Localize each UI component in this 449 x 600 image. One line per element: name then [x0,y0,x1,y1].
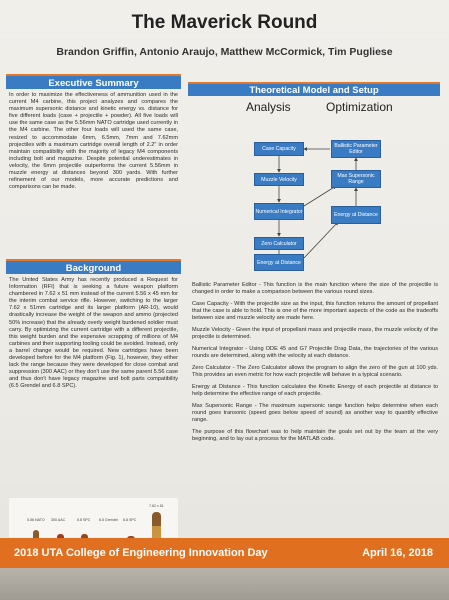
cartridge-label-5: 7.62 x 51 [149,504,164,508]
theory-heading: Theoretical Model and Setup [188,82,440,96]
executive-summary-text: In order to maximize the effectiveness of ammunition used in the current M4 carbine, this project analyzes and compares the maximum supersonic distance and kinetic energy vs. distance for five different loads (case + projectile + powder). All five loads will use the same case as the 5.56mm NATO cartridge used currently in the M4 carbine. The other four loads will used the same case, resized to accommodate 6mm, 6.5mm, 7mm and 7.62mm projectiles with a maximum cartridge overall length of 2.2" in order maintain compatibility with the majority of legacy M4 components including bolt and magazine. Despite potential underestimates in velocity, the 6mm projectile outperforms the current 5.56mm in muzzle energy at distances beyond 300 yards. With further refinement of our models, more accurate predictions and comparisons can be made. [9,92,178,191]
poster-authors: Brandon Griffin, Antonio Araujo, Matthew McCormick, Tim Pugliese [56,46,393,58]
flow-box-case-capacity: Case Capacity [254,142,304,156]
desc-max-supersonic-range: Max Supersonic Range - The maximum supersonic range function helps determine when each round goes transonic (speed goes below speed of sound) as another way to quantify effective range. [192,403,438,423]
flow-box-ballistic-parameter-editor: Ballistic Parameter Editor [331,140,381,158]
desc-zero-calculator: Zero Calculator - The Zero Calculator allows the program to align the zero of the gun at 100 yds. This provides an even metric for how each projectile will behave in a typical scenario. [192,365,438,378]
desc-numerical-integrator: Numerical Integrator - Using ODE 45 and G7 Projectile Drag Data, the trajectories of the various rounds are determined, along with the velocity at each distance. [192,346,438,359]
desc-flowchart-purpose: The purpose of this flowchart was to help maintain the goals set out by the team at the very beginning, and to lay out a process for the MATLAB code. [192,429,438,442]
flow-box-muzzle-velocity: Muzzle Velocity [254,173,304,186]
background-text: The United States Army has recently produced a Request for Information (RFI) that is seeking a future weapon platform chambered in 7.62 x 51 mm instead of the current 5.56 x 45 mm for the interim combat service rifle. However, switching to the larger 7.62 x 51mm cartridge and its larger platform (AR-10), would drastically increase the weight of the weapon and ammo (projected 50% increase) that the already overly weight burdened soldier must carry. By optimizing the current cartridge with a different projectile, this weight burden and the expensive scrapping of millions of M4 carbines and their supporting tooling could be avoided. Instead, only a barrel change would be required. New cartridges have been developed before for the M4 platform (Fig. 1), however, they either lack the range because they were developed for close combat and suppression (300 AAC) or they don't use the same parent 5.56 case and thus don't have legacy magazine and bolt parts compatibility (6.5 Grendel and 6.8 SPC). [9,277,178,390]
left-column [6,74,181,591]
flowchart [188,98,440,264]
desc-muzzle-velocity: Muzzle Velocity - Given the input of propellant mass and projectile mass, the muzzle velocity of the projectile is determined. [192,327,438,340]
desc-energy-at-distance: Energy at Distance - This function calculates the Kinetic Energy of each projectile at distance to help determine the effective range of each projectile. [192,384,438,397]
flow-box-energy-at-distance-right: Energy at Distance [331,206,381,224]
footer-banner [0,538,449,568]
footer-date: April 16, 2018 [362,547,433,559]
cartridge-label-4: 6.8 SPC [123,518,137,522]
cartridge-label-2: 6.8 SPC [77,518,91,522]
cartridge-label-1: 300 AAC [51,518,66,522]
flowchart-optimization-heading: Optimization [326,100,393,114]
bottom-strip [0,568,449,600]
cartridge-label-0: 5.56 NATO [27,518,45,522]
flow-box-max-supersonic-range: Max Supersonic Range [331,170,381,188]
executive-summary-heading: Executive Summary [6,74,181,89]
cartridge-label-3: 6.5 Grendel [99,518,118,522]
flowchart-arrows [188,98,440,264]
desc-ballistic-parameter-editor: Ballistic Parameter Editor - This function is the main function where the size of the projectile is changed in order to make a comparison between the various round sizes. [192,282,438,295]
desc-case-capacity: Case Capacity - With the projectile size as the input, this function returns the amount of propellant that the case is able to hold. This is one of the more important aspects of the code as the tradeoffs between size and muzzle velocity are made here. [192,301,438,321]
flow-box-energy-at-distance-left: Energy at Distance [254,254,304,271]
footer-event: 2018 UTA College of Engineering Innovation Day [14,547,268,559]
background-heading: Background [6,259,181,274]
right-column [188,82,440,448]
flowchart-analysis-heading: Analysis [246,100,291,114]
poster-title: The Maverick Round [131,12,318,33]
flow-box-numerical-integrator: Numerical Integrator [254,203,304,220]
flow-box-zero-calculator: Zero Calculator [254,237,304,250]
